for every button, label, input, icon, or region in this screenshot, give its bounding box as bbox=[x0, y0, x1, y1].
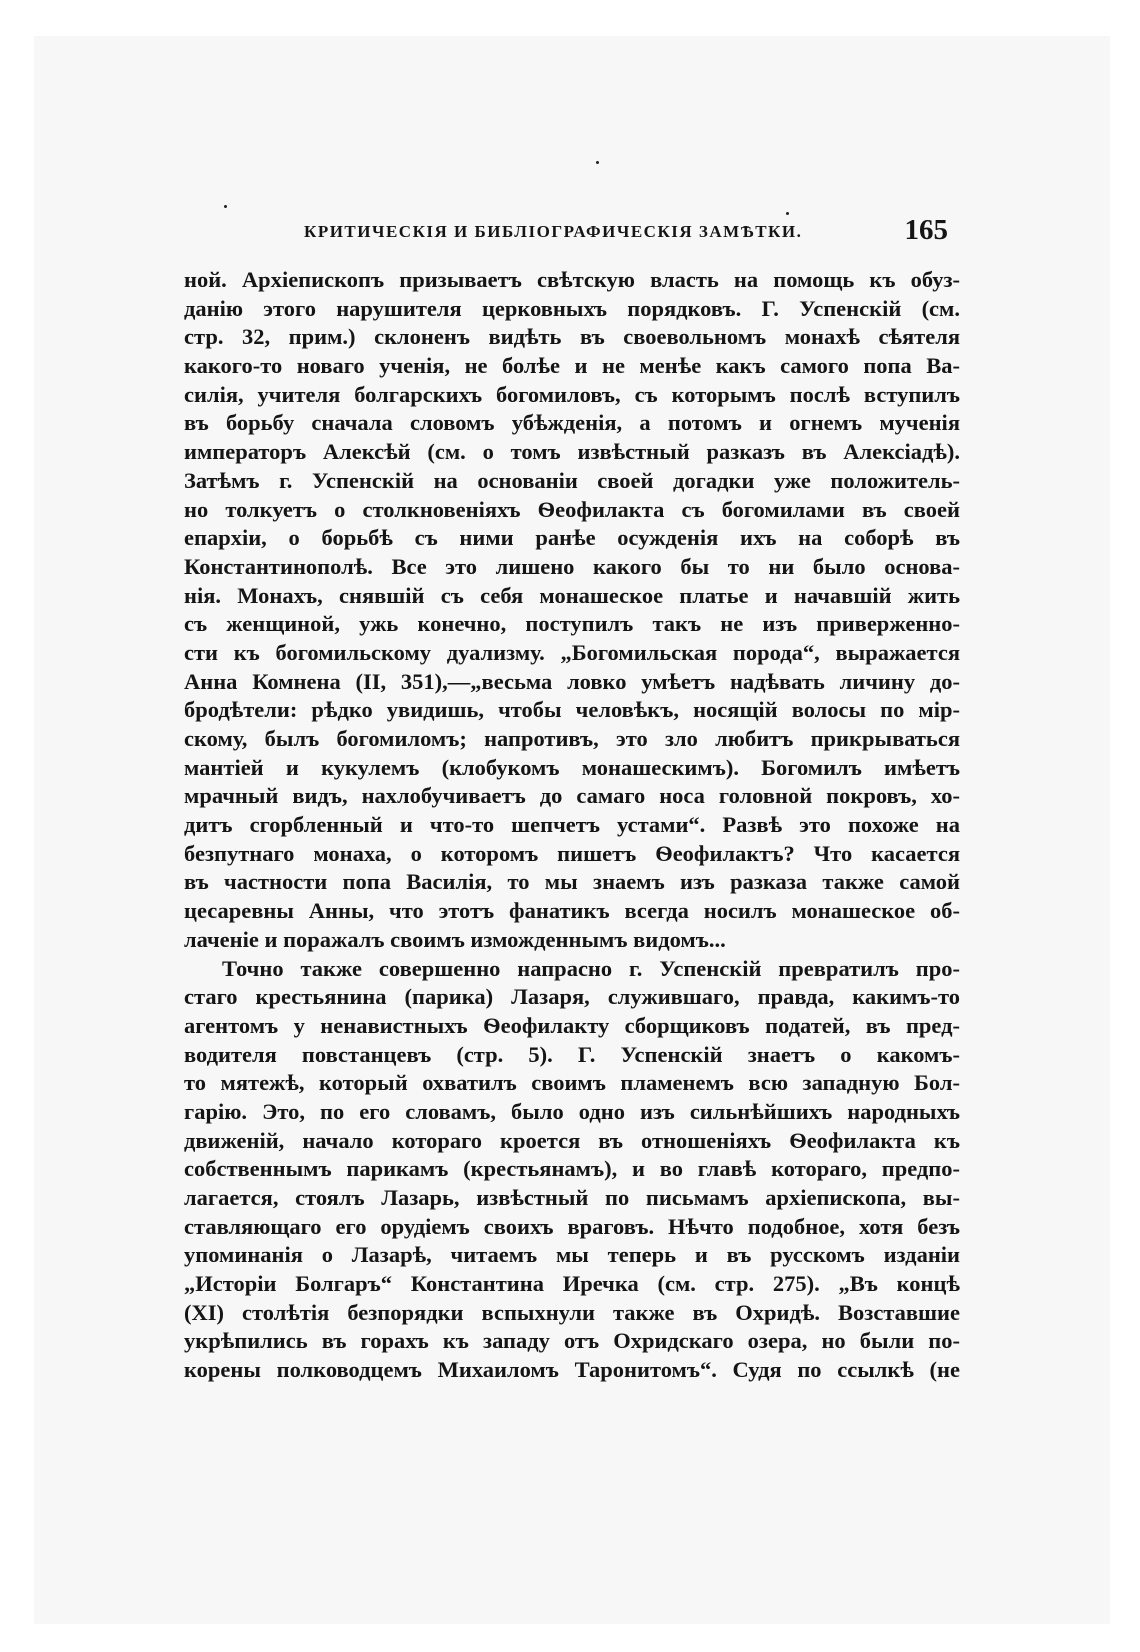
text-line: стаго крестьянина (парика) Лазаря, служившаго, правда, какимъ-то bbox=[184, 984, 960, 1010]
text-line: скому, былъ богомиломъ; напротивъ, это зло любитъ прикрываться bbox=[184, 726, 960, 751]
text-line: сти къ богомильскому дуализму. „Богомильская порода“, выражается bbox=[184, 639, 960, 665]
text-line: въ частности попа Василія, то мы знаемъ изъ разказа также самой bbox=[184, 869, 960, 895]
text-line: данію этого нарушителя церковныхъ порядковъ. Г. Успенскій (см. bbox=[184, 295, 960, 321]
running-head: КРИТИЧЕСКІЯ И БИБЛІОГРАФИЧЕСКІЯ ЗАМѢТКИ. bbox=[304, 222, 803, 241]
scan-speck bbox=[224, 205, 227, 208]
page-header bbox=[184, 214, 960, 254]
text-line: съ женщиной, ужь конечно, поступилъ такъ не изъ приверженно- bbox=[184, 611, 960, 637]
text-line: Анна Комнена (II, 351),—„весьма ловко умѣетъ надѣвать личину до- bbox=[184, 668, 960, 694]
page-number: 165 bbox=[904, 214, 948, 246]
text-line: силія, учителя болгарскихъ богомиловъ, съ которымъ послѣ вступилъ bbox=[184, 381, 960, 407]
text-line: укрѣпились въ горахъ къ западу отъ Охридскаго озера, но были по- bbox=[184, 1328, 960, 1354]
text-line: императоръ Алексѣй (см. о томъ извѣстный разказъ въ Алексіадѣ). bbox=[184, 439, 960, 465]
text-line: лагается, стоялъ Лазарь, извѣстный по письмамъ архіепископа, вы- bbox=[184, 1185, 960, 1210]
text-line: агентомъ у ненавистныхъ Ѳеофилакту сборщиковъ податей, въ пред- bbox=[184, 1012, 960, 1038]
text-line: Константинополѣ. Все это лишено какого бы то ни было основа- bbox=[184, 553, 960, 579]
text-line: лаченіе и поражалъ своимъ изможденнымъ видомъ... bbox=[184, 926, 726, 952]
text-line: безпутнаго монаха, о которомъ пишетъ Ѳеофилактъ? Что касается bbox=[184, 840, 960, 866]
text-line: Затѣмъ г. Успенскій на основаніи своей догадки уже положитель- bbox=[184, 467, 960, 493]
text-line: Точно также совершенно напрасно г. Успенскій превратилъ про- bbox=[222, 955, 960, 981]
text-line: стр. 32, прим.) склоненъ видѣть въ своевольномъ монахѣ сѣятеля bbox=[184, 324, 960, 350]
text-line: движеній, начало котораго кроется въ отношеніяхъ Ѳеофилакта къ bbox=[184, 1127, 960, 1153]
text-line: „Исторіи Болгаръ“ Константина Иречка (см. стр. 275). „Въ концѣ bbox=[184, 1271, 960, 1297]
text-line: водителя повстанцевъ (стр. 5). Г. Успенскій знаетъ о какомъ- bbox=[184, 1041, 960, 1067]
text-line: какого-то новаго ученія, не болѣе и не менѣе какъ самого попа Ва- bbox=[184, 353, 960, 379]
body-text bbox=[184, 266, 960, 1385]
text-line: бродѣтели: рѣдко увидишь, чтобы человѣкъ, носящій волосы по мір- bbox=[184, 697, 960, 723]
text-line: (XI) столѣтія безпорядки вспыхнули также въ Охридѣ. Возставшие bbox=[184, 1299, 960, 1325]
text-line: нія. Монахъ, снявшій съ себя монашеское платье и начавшій жить bbox=[184, 582, 960, 608]
text-line: въ борьбу сначала словомъ убѣжденія, а потомъ и огнемъ мученія bbox=[184, 410, 960, 436]
text-line: собственнымъ парикамъ (крестьянамъ), и во главѣ котораго, предпо- bbox=[184, 1156, 960, 1182]
text-line: дитъ сгорбленный и что-то шепчетъ устами“. Развѣ это похоже на bbox=[184, 812, 960, 838]
text-line: мантіей и кукулемъ (клобукомъ монашескимъ). Богомилъ имѣетъ bbox=[184, 754, 960, 780]
text-line: цесаревны Анны, что этотъ фанатикъ всегда носилъ монашеское об- bbox=[184, 898, 960, 924]
text-line: но толкуетъ о столкновеніяхъ Ѳеофилакта съ богомилами въ своей bbox=[184, 496, 960, 522]
text-line: упоминанія о Лазарѣ, читаемъ мы теперь и въ русскомъ изданіи bbox=[184, 1242, 960, 1268]
text-line: ной. Архіепископъ призываетъ свѣтскую власть на помощь къ обуз- bbox=[184, 267, 960, 292]
text-line: гарію. Это, по его словамъ, было одно изъ сильнѣйшихъ народныхъ bbox=[184, 1098, 960, 1124]
text-line: корены полководцемъ Михаиломъ Таронитомъ“. Судя по ссылкѣ (не bbox=[184, 1357, 960, 1383]
text-line: ставляющаго его орудіемъ своихъ враговъ. Нѣчто подобное, хотя безъ bbox=[184, 1213, 960, 1239]
text-line: то мятежѣ, который охватилъ своимъ пламенемъ всю западную Бол- bbox=[184, 1070, 960, 1096]
scan-speck bbox=[596, 161, 599, 164]
text-line: мрачный видъ, нахлобучиваетъ до самаго носа головной покровъ, хо- bbox=[184, 783, 960, 809]
text-line: епархіи, о борьбѣ съ ними ранѣе осужденія ихъ на соборѣ въ bbox=[184, 525, 960, 551]
